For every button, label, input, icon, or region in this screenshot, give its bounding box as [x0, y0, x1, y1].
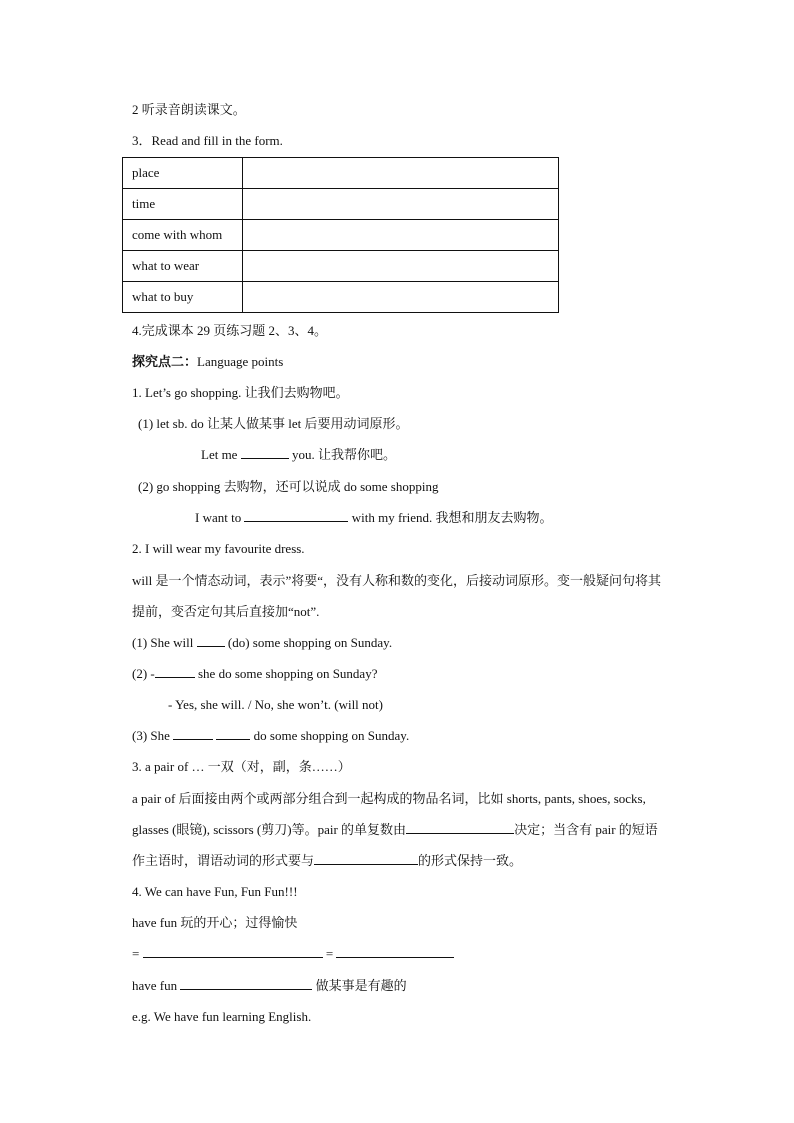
lp4-heading: 4. We can have Fun, Fun Fun!!!: [132, 884, 298, 899]
lp1-heading: 1. Let’s go shopping. 让我们去购物吧。: [132, 385, 349, 400]
table-row: [123, 251, 559, 282]
lp1-example2-start: I want to: [195, 510, 245, 525]
form-answer-cell[interactable]: [243, 158, 559, 189]
fill-in-form: [122, 157, 559, 313]
lp4-equals-line: [132, 946, 454, 962]
lp1-example1-end: you. 让我帮你吧。: [288, 447, 396, 462]
section-title-en: Language points: [197, 354, 284, 369]
form-label: what to buy: [123, 282, 243, 313]
lp3-heading: 3. a pair of … 一双（对，副，条……）: [132, 759, 351, 774]
answer-blank[interactable]: [197, 635, 225, 647]
lp1-example2-end: with my friend. 我想和朋友去购物。: [348, 510, 553, 525]
answer-blank[interactable]: [406, 822, 514, 834]
lp1-example1-start: Let me: [201, 447, 241, 462]
form-label: what to wear: [123, 251, 243, 282]
lp4-have-fun-doing: [132, 978, 407, 994]
lp1-example1: [201, 447, 396, 463]
lp2-q1-start: (1) She will: [132, 635, 197, 650]
form-label: place: [123, 158, 243, 189]
lp4-have-fun: have fun 玩的开心；过得愉快: [132, 915, 298, 930]
answer-blank[interactable]: [336, 946, 454, 958]
lp2-heading: 2. I will wear my favourite dress.: [132, 541, 305, 556]
table-row: [123, 220, 559, 251]
answer-blank[interactable]: [155, 666, 195, 678]
lp2-question2: [132, 666, 377, 682]
answer-blank[interactable]: [241, 447, 289, 459]
answer-blank[interactable]: [173, 728, 213, 740]
answer-blank[interactable]: [180, 978, 312, 990]
table-row: [123, 158, 559, 189]
section-title-cn: 探究点二：: [132, 354, 198, 369]
lp3-explain-end: 的形式保持一致。: [418, 853, 523, 868]
answer-blank[interactable]: [314, 853, 418, 865]
form-answer-cell[interactable]: [243, 220, 559, 251]
item-read-fill: 3．Read and fill in the form.: [132, 133, 283, 148]
lp1-sub1: (1) let sb. do 让某人做某事 let 后要用动词原形。: [138, 416, 409, 431]
lp1-sub2: (2) go shopping 去购物，还可以说成 do some shopping: [138, 479, 439, 494]
lp3-explain-middle: 决定；当含有 pair 的短语作主语时，谓语动词的形式要与: [132, 822, 658, 868]
lp4-have-fun-end: 做某事是有趣的: [312, 978, 407, 993]
equals-sign: =: [132, 946, 140, 961]
answer-blank[interactable]: [216, 728, 250, 740]
lp2-q1-end: (do) some shopping on Sunday.: [224, 635, 393, 650]
answer-blank[interactable]: [143, 946, 323, 958]
lp4-example: e.g. We have fun learning English.: [132, 1009, 312, 1024]
lp2-q3-end: do some shopping on Sunday.: [250, 728, 410, 743]
form-answer-cell[interactable]: [243, 282, 559, 313]
lp2-q3-start: (3) She: [132, 728, 174, 743]
lp2-question3: [132, 728, 409, 744]
item-exercise: 4.完成课本 29 页练习题 2、3、4。: [132, 323, 328, 338]
lp2-q2-end: she do some shopping on Sunday?: [194, 666, 378, 681]
section-title: [132, 354, 283, 370]
form-label: come with whom: [123, 220, 243, 251]
lp1-example2: [195, 510, 552, 526]
answer-blank[interactable]: [244, 510, 348, 522]
lp2-q2-start: (2) -: [132, 666, 155, 681]
form-answer-cell[interactable]: [243, 251, 559, 282]
form-answer-cell[interactable]: [243, 189, 559, 220]
lp4-have-fun-start: have fun: [132, 978, 181, 993]
table-row: [123, 282, 559, 313]
equals-sign: =: [325, 946, 334, 961]
lp3-explain-start: a pair of 后面接由两个或两部分组合到一起构成的物品名词，比如 shorts, pants, shoes, socks, glasses (眼镜), scissors (剪刀)等。pair 的单复数由: [132, 791, 646, 837]
lp3-explanation: [132, 783, 662, 876]
lp2-answer2: - Yes, she will. / No, she won’t. (will not): [168, 697, 383, 712]
table-row: [123, 189, 559, 220]
lp2-question1: [132, 635, 392, 651]
form-label: time: [123, 189, 243, 220]
item-listen: 2 听录音朗读课文。: [132, 102, 246, 117]
lp2-explanation: will 是一个情态动词，表示”将要“，没有人称和数的变化，后接动词原形。变一般疑问句将其提前，变否定句其后直接加“not”.: [132, 573, 662, 619]
